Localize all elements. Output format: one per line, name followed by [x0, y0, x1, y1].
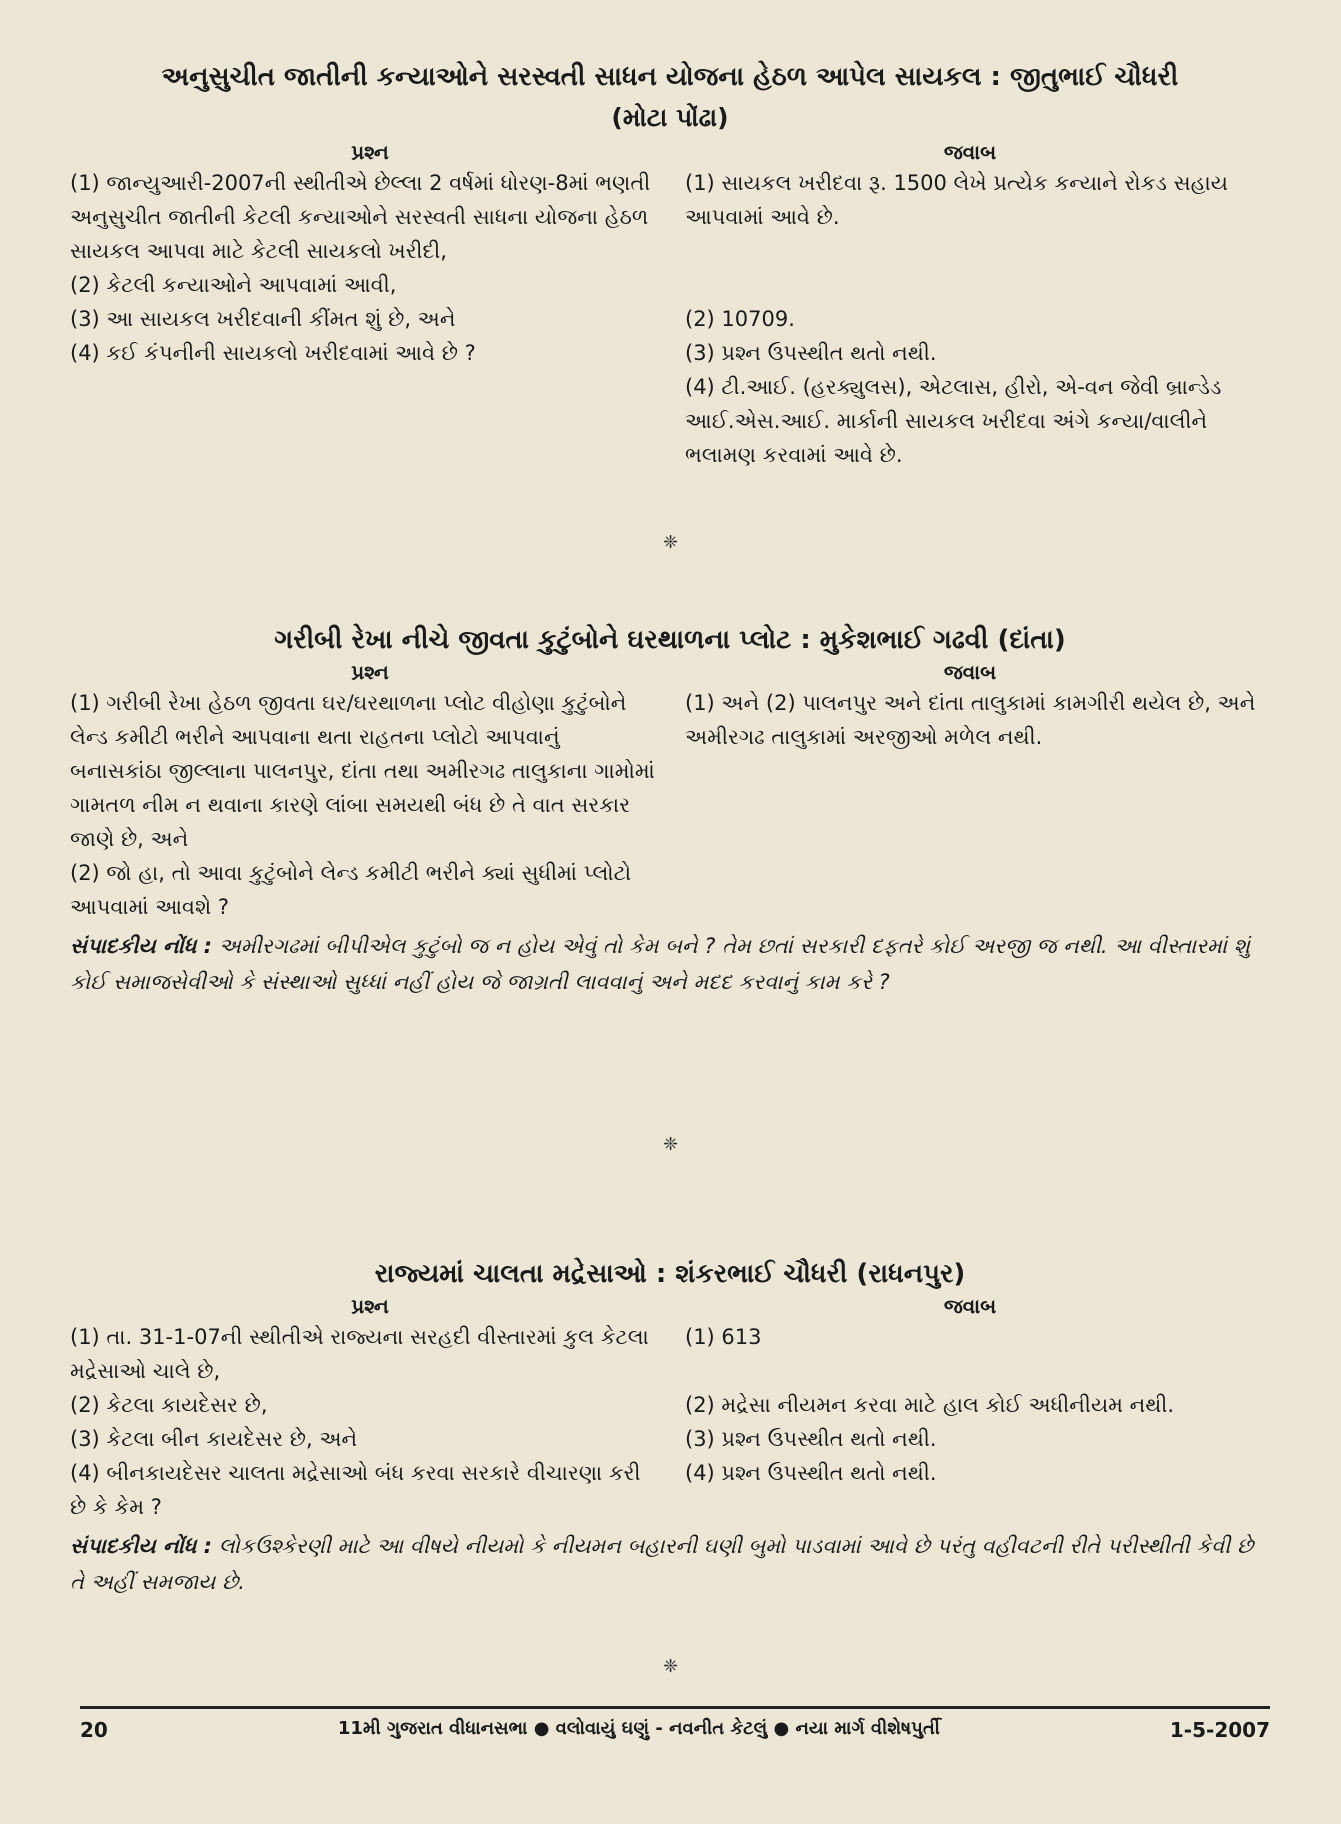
- answer-heading: જવાબ: [943, 140, 997, 164]
- answer-item: (3) પ્રશ્ન ઉપસ્થીત થતો નથી.: [685, 341, 937, 365]
- section-title: રાજ્યમાં ચાલતા મદ્રેસાઓ : શંકરભાઈ ચૌધરી (રાધનપુર): [374, 1259, 966, 1289]
- footer-date: 1-5-2007: [1169, 1718, 1270, 1742]
- answer-heading: જવાબ: [943, 1294, 997, 1318]
- answer-item: (1) 613: [685, 1325, 762, 1349]
- question-item: (2) કેટલી કન્યાઓને આપવામાં આવી,: [70, 273, 397, 297]
- qa-row: [70, 1422, 1270, 1456]
- editorial-note: [70, 1528, 1270, 1600]
- footer-publication-title: 11મી ગુજરાત વીધાનસભા ● વલોવાયું ઘણું - નવનીત કેટલું ● નયા માર્ગ વીશેષપુર્તી: [337, 1718, 940, 1739]
- question-item: (3) આ સાયકલ ખરીદવાની કીંમત શું છે, અને: [70, 307, 456, 331]
- answer-heading: જવાબ: [943, 660, 997, 684]
- qa-headings: [70, 1292, 1270, 1320]
- separator-ornament: ❈: [662, 1134, 679, 1155]
- editorial-note-label: સંપાદકીય નોંધ :: [70, 1534, 213, 1558]
- editorial-note-text: અમીરગઢમાં બીપીએલ કુટુંબો જ ન હોય એવું તો કેમ બને ? તેમ છતાં સરકારી દફતરે કોઈ અરજી જ નથી. આ વીસ્તારમાં શું કોઈ સમાજસેવીઓ કે સંસ્થાઓ સુધ્ધાં નહીં હોય જે જાગ્રતી લાવવાનું અને મદદ કરવાનું કામ કરે ?: [70, 934, 1250, 994]
- section-housing-plots: [70, 622, 1270, 1000]
- question-item: (4) બીનકાયદેસર ચાલતા મદ્રેસાઓ બંધ કરવા સરકારે વીચારણા કરી છે કે કેમ ?: [70, 1461, 641, 1519]
- answer-item: (4) ટી.આઈ. (હરક્યુલસ), એટલાસ, હીરો, એ-વન જેવી બ્રાન્ડેડ આઈ.એસ.આઈ. માર્કાની સાયકલ ખરીદવા અંગે કન્યા/વાલીને ભલામણ કરવામાં આવે છે.: [685, 375, 1222, 467]
- section-madrasas: [70, 1256, 1270, 1600]
- qa-row: [70, 1456, 1270, 1524]
- answer-item: (2) 10709.: [685, 307, 795, 331]
- page-number: 20: [80, 1718, 108, 1742]
- editorial-note-label: સંપાદકીય નોંધ :: [70, 934, 213, 958]
- questions-column: [70, 686, 655, 924]
- question-item: (1) ગરીબી રેખા હેઠળ જીવતા ઘર/ઘરથાળના પ્લોટ વીહોણા કુટુંબોને લેન્ડ કમીટી ભરીને આપવાના થતા રાહતના પ્લોટો આપવાનું બનાસકાંઠા જીલ્લાના પાલનપુર, દાંતા તથા અમીરગઢ તાલુકાના ગામોમાં ગામતળ નીમ ન થવાના કારણે લાંબા સમયથી બંધ છે તે વાત સરકાર જાણે છે, અને: [70, 691, 655, 851]
- answer-item: (1) સાયકલ ખરીદવા રૂ. 1500 લેખે પ્રત્યેક કન્યાને રોકડ સહાય આપવામાં આવે છે.: [685, 171, 1228, 229]
- question-item: (2) કેટલા કાયદેસર છે,: [70, 1393, 268, 1417]
- question-item: (1) તા. 31-1-07ની સ્થીતીએ રાજ્યના સરહદી વીસ્તારમાં કુલ કેટલા મદ્રેસાઓ ચાલે છે,: [70, 1325, 649, 1383]
- section-subtitle: (મોટા પોંઢા): [611, 103, 729, 132]
- questions-column: [70, 166, 655, 472]
- editorial-note-text: લોકઉશ્કેરણી માટે આ વીષયે નીયમો કે નીયમન બહારની ઘણી બુમો પાડવામાં આવે છે પરંતુ વહીવટની રીતે પરીસ્થીતી કેવી છે તે અહીં સમજાય છે.: [70, 1534, 1254, 1594]
- section-title: અનુસુચીત જાતીની કન્યાઓને સરસ્વતી સાધન યોજના હેઠળ આપેલ સાયકલ : જીતુભાઈ ચૌધરી: [161, 62, 1179, 92]
- answer-item: (2) મદ્રેસા નીયમન કરવા માટે હાલ કોઈ અધીનીયમ નથી.: [685, 1393, 1175, 1417]
- answer-item: (4) પ્રશ્ન ઉપસ્થીત થતો નથી.: [685, 1461, 937, 1485]
- question-heading: પ્રશ્ન: [351, 1294, 389, 1318]
- separator-ornament: ❈: [662, 1656, 679, 1677]
- qa-columns: [70, 166, 1270, 472]
- question-item: (1) જાન્યુઆરી-2007ની સ્થીતીએ છેલ્લા 2 વર્ષમાં ધોરણ-8માં ભણતી અનુસુચીત જાતીની કેટલી કન્યાઓને સરસ્વતી સાધના યોજના હેઠળ સાયકલ આપવા માટે કેટલી સાયકલો ખરીદી,: [70, 171, 651, 263]
- question-item: (2) જો હા, તો આવા કુટુંબોને લેન્ડ કમીટી ભરીને ક્યાં સુધીમાં પ્લોટો આપવામાં આવશે ?: [70, 861, 632, 919]
- question-heading: પ્રશ્ન: [351, 140, 389, 164]
- question-heading: પ્રશ્ન: [351, 660, 389, 684]
- qa-row: [70, 1388, 1270, 1422]
- qa-headings: [70, 658, 1270, 686]
- qa-row: [70, 1320, 1270, 1388]
- answers-column: [685, 686, 1270, 924]
- question-item: (4) કઈ કંપનીની સાયકલો ખરીદવામાં આવે છે ?: [70, 341, 476, 365]
- answers-column: [685, 166, 1270, 472]
- question-item: (3) કેટલા બીન કાયદેસર છે, અને: [70, 1427, 358, 1451]
- section-bicycles: [70, 56, 1270, 472]
- qa-columns: [70, 686, 1270, 924]
- separator-ornament: ❈: [662, 532, 679, 553]
- footer-rule: [80, 1706, 1270, 1709]
- answer-item: (1) અને (2) પાલનપુર અને દાંતા તાલુકામાં કામગીરી થયેલ છે, અને અમીરગઢ તાલુકામાં અરજીઓ મળેલ નથી.: [685, 691, 1256, 749]
- section-title: ગરીબી રેખા નીચે જીવતા કુટુંબોને ઘરથાળના પ્લોટ : મુકેશભાઈ ગઢવી (દાંતા): [274, 625, 1066, 655]
- editorial-note: [70, 928, 1270, 1000]
- page-footer: [80, 1718, 1270, 1742]
- qa-headings: [70, 138, 1270, 166]
- answer-item: (3) પ્રશ્ન ઉપસ્થીત થતો નથી.: [685, 1427, 937, 1451]
